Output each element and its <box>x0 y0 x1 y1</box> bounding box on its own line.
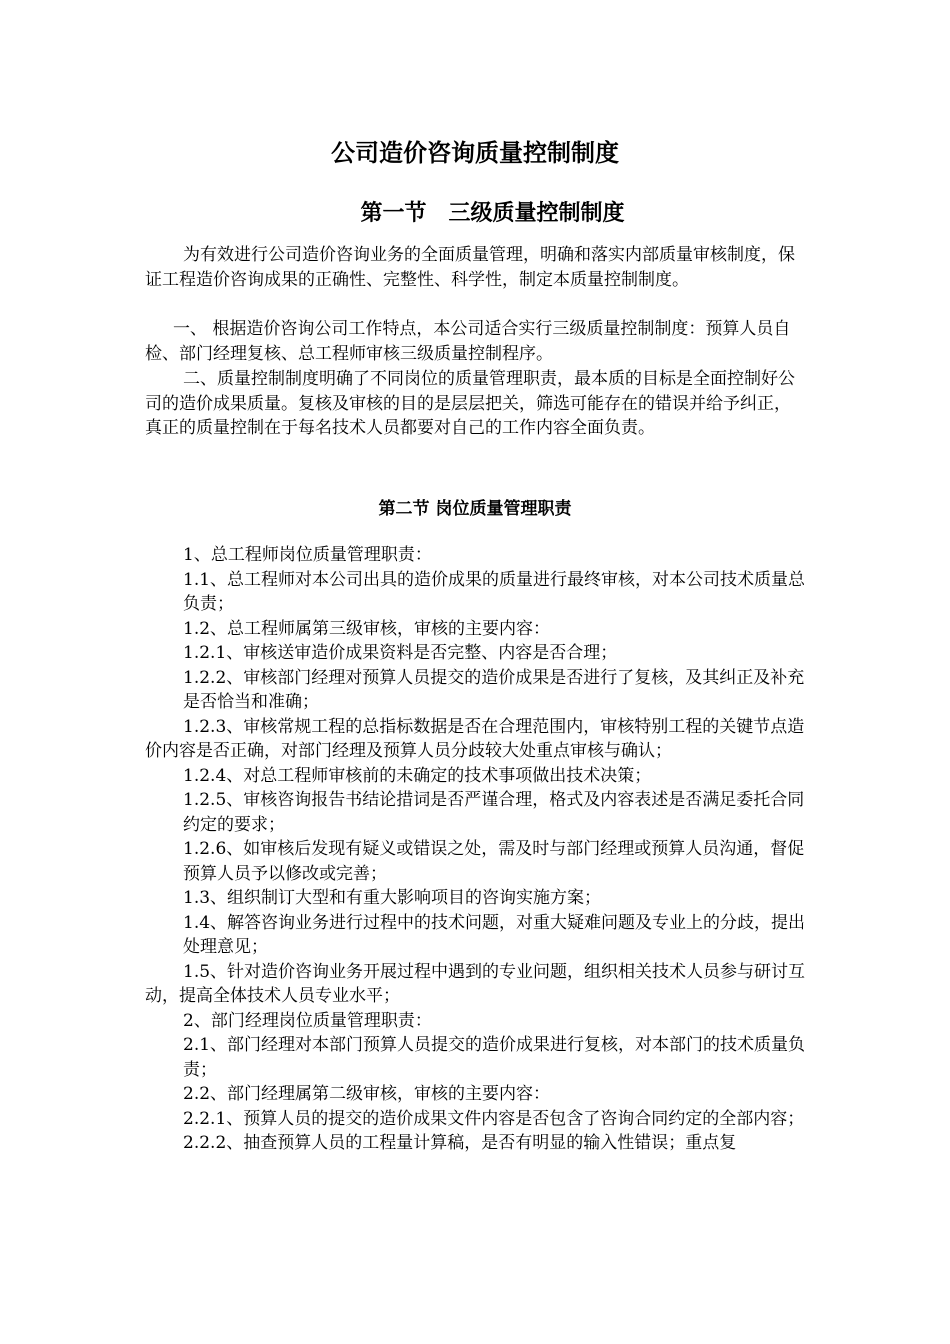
list-item: 1.2.4、对总工程师审核前的未确定的技术事项做出技术决策； <box>183 765 652 786</box>
list-item: 2.2.1、预算人员的提交的造价成果文件内容是否包含了咨询合同约定的全部内容； <box>183 1108 805 1129</box>
list-item: 1.2.2、审核部门经理对预算人员提交的造价成果是否进行了复核，及其纠正及补充是否恰当和准确； <box>183 667 805 712</box>
intro-paragraph: 为有效进行公司造价咨询业务的全面质量管理，明确和落实内部质量审核制度，保证工程造价咨询成果的正确性、完整性、科学性，制定本质量控制制度。 <box>145 245 795 290</box>
list-item: 1.5、针对造价咨询业务开展过程中遇到的专业问题，组织相关技术人员参与研讨互动，提高全体技术人员专业水平； <box>145 961 806 1006</box>
duty-list <box>145 543 810 1156</box>
document-title: 公司造价咨询质量控制制度 <box>331 139 619 167</box>
list-item: 1.4、解答咨询业务进行过程中的技术问题，对重大疑难问题及专业上的分歧，提出处理意见； <box>183 912 806 957</box>
section-2-heading: 第二节 岗位质量管理职责 <box>378 499 572 519</box>
paragraph-one: 一、 根据造价咨询公司工作特点，本公司适合实行三级质量控制制度：预算人员自检、部门经理复核、总工程师审核三级质量控制程序。 <box>145 319 791 364</box>
list-item: 1.2.3、审核常规工程的总指标数据是否在合理范围内，审核特别工程的关键节点造价内容是否正确，对部门经理及预算人员分歧较大处重点审核与确认； <box>145 716 805 761</box>
list-item: 1.1、总工程师对本公司出具的造价成果的质量进行最终审核，对本公司技术质量总负责； <box>183 569 806 614</box>
list-item: 1.3、组织制订大型和有重大影响项目的咨询实施方案； <box>183 888 602 908</box>
list-item: 1.2.5、审核咨询报告书结论措词是否严谨合理，格式及内容表述是否满足委托合同约定的要求； <box>183 790 805 835</box>
list-item: 2、部门经理岗位质量管理职责： <box>183 1010 432 1031</box>
list-item: 2.2、部门经理属第二级审核，审核的主要内容： <box>183 1084 551 1104</box>
list-item: 1、总工程师岗位质量管理职责： <box>183 545 432 565</box>
section-1-heading: 第一节 三级质量控制制度 <box>360 201 625 226</box>
list-item: 1.2、总工程师属第三级审核，审核的主要内容： <box>183 618 551 639</box>
list-item: 1.2.1、审核送审造价成果资料是否完整、内容是否合理； <box>183 643 618 663</box>
list-item: 2.1、部门经理对本部门预算人员提交的造价成果进行复核，对本部门的技术质量负责； <box>183 1035 806 1080</box>
list-item: 2.2.2、抽查预算人员的工程量计算稿，是否有明显的输入性错误；重点复 <box>183 1133 737 1153</box>
paragraph-two: 二、质量控制制度明确了不同岗位的质量管理职责，最本质的目标是全面控制好公司的造价成果质量。复核及审核的目的是层层把关，筛选可能存在的错误并给予纠正，真正的质量控制在于每名技术人员都要对自己的工作内容全面负责。 <box>145 369 795 438</box>
list-item: 1.2.6、如审核后发现有疑义或错误之处，需及时与部门经理或预算人员沟通，督促预算人员予以修改或完善； <box>183 839 805 884</box>
